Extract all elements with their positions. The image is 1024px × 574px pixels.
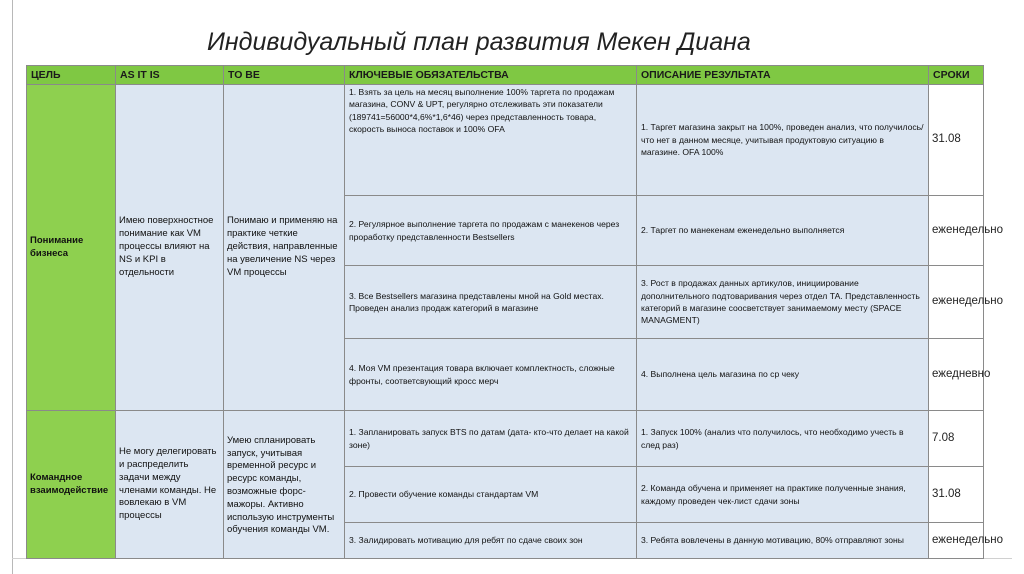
commitment-cell: 3. Все Bestsellers магазина представлены мной на Gold местах. Проведен анализ продаж категорий в магазине xyxy=(345,266,637,339)
term-cell: еженедельно xyxy=(929,523,984,559)
term-cell: еженедельно xyxy=(929,196,984,266)
as-is-cell: Не могу делегировать и распределить задачи между членами команды. Не вовлекаю в VM процессы xyxy=(116,411,224,559)
col-header-terms: СРОКИ xyxy=(929,66,984,85)
col-header-to-be: TO BE xyxy=(224,66,345,85)
table-row xyxy=(27,411,984,467)
col-header-goal: ЦЕЛЬ xyxy=(27,66,116,85)
commitment-cell: 4. Моя VM презентация товара включает комплектность, сложные фронты, соответсвующий кросс мерч xyxy=(345,339,637,411)
result-cell: 3. Ребята вовлечены в данную мотивацию, 80% отправляют зоны xyxy=(637,523,929,559)
commitment-cell: 2. Регулярное выполнение таргета по продажам с манекенов через проработку представленности Bestsellers xyxy=(345,196,637,266)
result-cell: 1. Таргет магазина закрыт на 100%, проведен анализ, что получилось/что нет в данном месяце, учитывая продуктовую ситуацию в магазине. OFA 100% xyxy=(637,85,929,196)
as-is-cell: Имею поверхностное понимание как VM процессы влияют на NS и KPI в отдельности xyxy=(116,85,224,411)
result-cell: 1. Запуск 100% (анализ что получилось, что необходимо учесть в след раз) xyxy=(637,411,929,467)
result-cell: 2. Команда обучена и применяет на практике полученные знания, каждому проведен чек-лист сдачи зоны xyxy=(637,467,929,523)
commitment-cell: 3. Залидировать мотивацию для ребят по сдаче своих зон xyxy=(345,523,637,559)
goal-cell: Понимание бизнеса xyxy=(27,85,116,411)
term-cell: 31.08 xyxy=(929,467,984,523)
col-header-commitments: КЛЮЧЕВЫЕ ОБЯЗАТЕЛЬСТВА xyxy=(345,66,637,85)
development-plan-table xyxy=(26,65,1004,559)
table-row xyxy=(27,85,984,196)
term-cell: еженедельно xyxy=(929,266,984,339)
col-header-as-is: AS IT IS xyxy=(116,66,224,85)
term-cell: 31.08 xyxy=(929,85,984,196)
to-be-cell: Понимаю и применяю на практике четкие действия, направленные на увеличение NS через VM процессы xyxy=(224,85,345,411)
commitment-cell: 2. Провести обучение команды стандартам VM xyxy=(345,467,637,523)
page-title: Индивидуальный план развития Мекен Диана xyxy=(207,28,751,56)
term-cell: ежедневно xyxy=(929,339,984,411)
result-cell: 3. Рост в продажах данных артикулов, инициирование дополнительного подтоваривания через отдел ТА. Представленность категорий в магазине соосветствует занимаемому месту (SPACE MANAGMENT) xyxy=(637,266,929,339)
term-cell: 7.08 xyxy=(929,411,984,467)
goal-cell: Командное взаимодействие xyxy=(27,411,116,559)
commitment-cell: 1. Взять за цель на месяц выполнение 100% таргета по продажам магазина, CONV & UPT, регулярно отслеживать эти показатели (189741=56000*4,6%*1,6*46) через представленность товара, скорость выноса поставок и 100% OFA xyxy=(345,85,637,196)
commitment-cell: 1. Запланировать запуск BTS по датам (дата- кто-что делает на какой зоне) xyxy=(345,411,637,467)
to-be-cell: Умею спланировать запуск, учитывая временной ресурс и ресурс команды, возможные форс-мажоры. Активно использую инструменты обучения команды VM. xyxy=(224,411,345,559)
table-header-row xyxy=(27,66,984,85)
result-cell: 2. Таргет по манекенам еженедельно выполняется xyxy=(637,196,929,266)
col-header-result: ОПИСАНИЕ РЕЗУЛЬТАТА xyxy=(637,66,929,85)
slide-left-border xyxy=(12,0,13,574)
result-cell: 4. Выполнена цель магазина по ср чеку xyxy=(637,339,929,411)
